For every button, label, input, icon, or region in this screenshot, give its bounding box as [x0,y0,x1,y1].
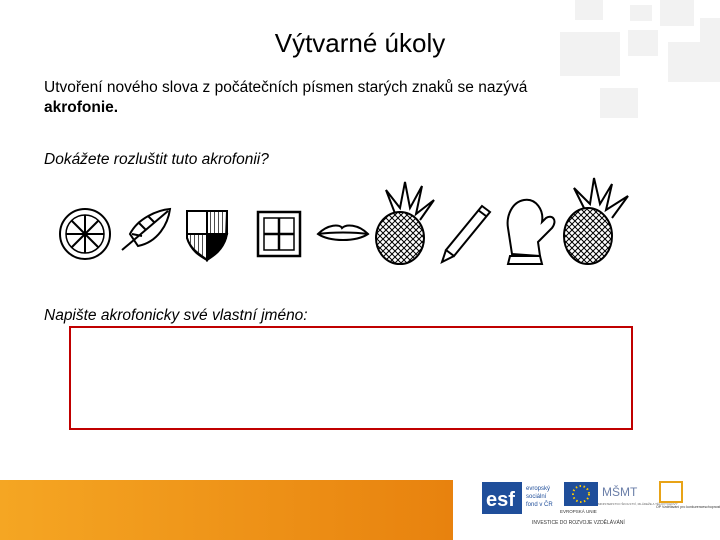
pineapple-icon [376,182,434,264]
lips-icon [318,226,368,240]
intro-paragraph [44,78,624,118]
orange-slice-icon [60,209,110,259]
shield-icon [187,211,227,260]
esf-line2: sociální [526,494,547,500]
question-text: Dokážete rozluštit tuto akrofonii? [44,151,269,168]
intro-text: Utvoření nového slova z počátečních písmen starých znaků se nazývá [44,79,528,96]
footer-slogan: INVESTICE DO ROZVOJE VZDĚLÁVÁNÍ [532,520,625,526]
esf-line1: evropský [526,486,551,492]
task-text: Napište akrofonicky své vlastní jméno: [44,307,308,324]
intro-bold-term: akrofonie. [44,99,119,116]
op-vk-logo [656,482,720,509]
slide-title: Výtvarné úkoly [274,28,446,58]
window-icon [258,212,300,256]
svg-text:MŠMT: MŠMT [602,485,638,499]
leaf-icon [122,209,170,250]
esf-logo [482,482,553,514]
picture-puzzle [50,176,650,266]
eu-label: EVROPSKÁ UNIE [560,509,597,514]
esf-line3: fond v ČR [526,502,553,508]
pencil-icon [442,206,490,262]
msmt-label: MINISTERSTVO ŠKOLSTVÍ, MLÁDEŽE A TĚLOVÝCHOVY [598,502,678,506]
decorative-square [630,5,652,21]
footer-bar [0,480,453,540]
eu-flag-icon [560,482,598,514]
answer-box[interactable] [69,326,633,430]
op-label: OP Vzdělávání pro konkurenceschopnost [656,505,720,509]
pineapple-icon [564,178,628,264]
mitten-icon [508,200,555,264]
decorative-square [660,0,694,26]
decorative-square [575,0,603,20]
footer-logos [480,478,720,540]
svg-text:esf: esf [486,489,515,511]
